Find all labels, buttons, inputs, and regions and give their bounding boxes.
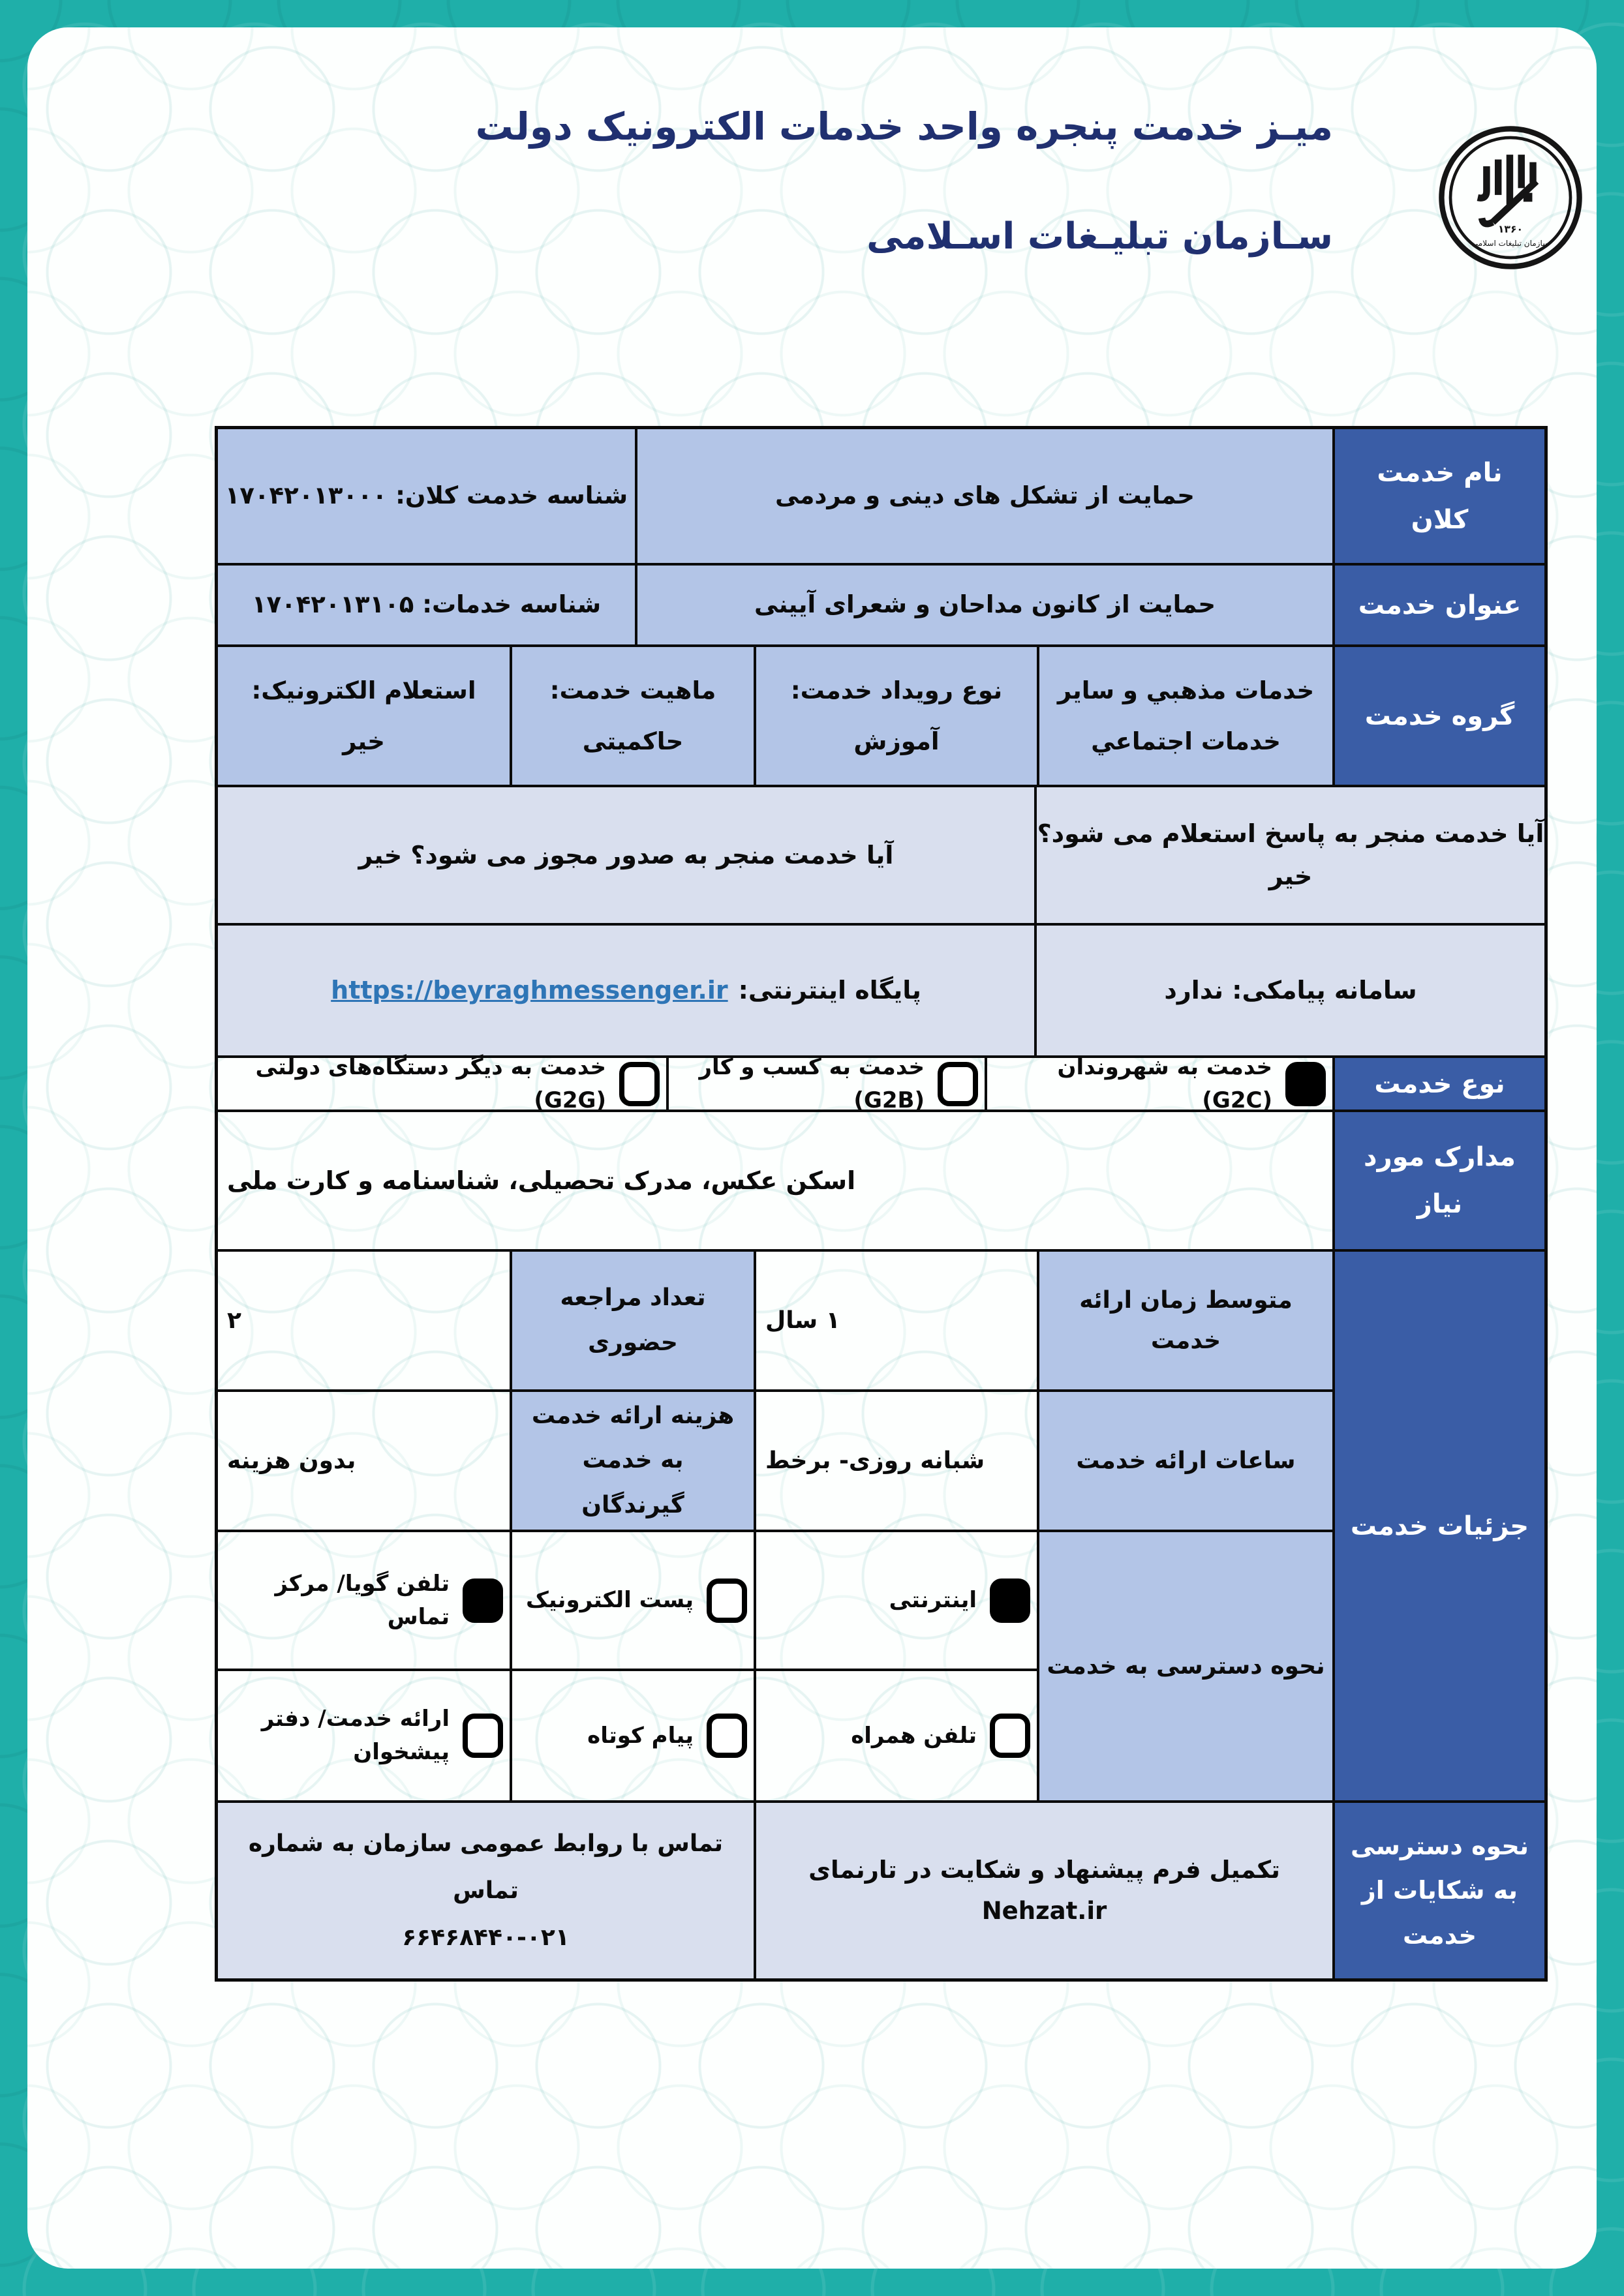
row-complaints xyxy=(218,1803,1544,1978)
access-grid xyxy=(218,1532,1037,1800)
service-info-table xyxy=(215,426,1548,1982)
row-channels xyxy=(218,926,1544,1058)
access-mobile xyxy=(754,1671,1037,1800)
macro-service-label: نام خدمت کلان xyxy=(1332,429,1544,563)
documents-value: اسکن عکس، مدرک تحصیلی، شناسنامه و کارت ملی xyxy=(227,1166,856,1195)
complaints-phone-text: تماس با روابط عمومی سازمان به شماره تماس xyxy=(248,1830,724,1904)
logo-org-name: سازمان تبلیغات اسلامی xyxy=(1471,239,1550,249)
service-title-label: عنوان خدمت xyxy=(1332,566,1544,644)
access-internet xyxy=(754,1532,1037,1669)
website-link[interactable]: https://beyraghmessenger.ir xyxy=(331,976,728,1005)
access-row-2 xyxy=(218,1671,1037,1800)
inquiry-question: آیا خدمت منجر به پاسخ استعلام می شود؟ خیر xyxy=(1034,787,1544,923)
option-g2g xyxy=(218,1053,666,1113)
cost-value: بدون هزینه xyxy=(227,1447,356,1474)
logo-year: ۱۳۶۰ xyxy=(1497,222,1524,235)
service-group-label: گروه خدمت xyxy=(1332,647,1544,785)
row-details xyxy=(218,1252,1544,1803)
macro-service-value: حمایت از تشکل های دینی و مردمی xyxy=(635,429,1332,563)
e-inquiry-label: استعلام الکترونیک: xyxy=(251,676,476,704)
cost-label: هزینه ارائه خدمت به خدمت گیرندگان xyxy=(510,1392,754,1530)
organization-logo-icon xyxy=(1435,123,1586,273)
nature-value: حاکمیتی xyxy=(582,727,684,755)
service-title-value: حمایت از کانون مداحان و شعرای آیینی xyxy=(635,566,1332,644)
category-line2: خدمات اجتماعي xyxy=(1091,727,1281,755)
access-sms-label: پیام کوتاه xyxy=(587,1722,694,1749)
access-email xyxy=(510,1532,754,1669)
details-grid xyxy=(218,1252,1332,1800)
page-title-line2: سـازمان تبلیـغات اسـلامی xyxy=(866,215,1333,258)
document-page xyxy=(27,27,1597,2269)
checkbox-email[interactable] xyxy=(707,1578,747,1623)
visits-value: ۲ xyxy=(227,1307,241,1334)
checkbox-g2c[interactable] xyxy=(1285,1062,1326,1106)
checkbox-counter[interactable] xyxy=(463,1714,503,1758)
service-group-category xyxy=(1037,647,1332,785)
checkbox-callcenter[interactable] xyxy=(463,1578,503,1623)
checkbox-internet[interactable] xyxy=(990,1578,1030,1623)
access-counter-label: ارائه خدمت/ دفتر پیشخوان xyxy=(261,1706,450,1765)
hours-label: ساعات ارائه خدمت xyxy=(1037,1392,1332,1530)
access-sms xyxy=(510,1671,754,1800)
access-callcenter-label: تلفن گویا/ مرکز تماس xyxy=(275,1570,450,1630)
option-g2g-label: خدمت به دیگر دستگاه‌های دولتی (G2G) xyxy=(255,1053,606,1113)
complaints-web: تکمیل فرم پیشنهاد و شکایت در تارنمای Nehzat.ir xyxy=(754,1803,1332,1978)
details-label: جزئیات خدمت xyxy=(1332,1252,1544,1800)
category-line1: خدمات مذهبي و ساير xyxy=(1057,676,1315,704)
checkbox-g2b[interactable] xyxy=(938,1062,978,1106)
event-type-value: آموزش xyxy=(853,727,940,755)
option-g2c xyxy=(985,1053,1332,1113)
visits-label: تعداد مراجعه حضوری xyxy=(510,1252,754,1389)
service-id: شناسه خدمات: ۱۷۰۴۲۰۱۳۱۰۵ xyxy=(218,566,635,644)
page-title-line1: میـز خدمت پنجره واحد خدمات الکترونیک دولت xyxy=(475,104,1333,149)
checkbox-mobile[interactable] xyxy=(990,1714,1030,1758)
service-type-label: نوع خدمت xyxy=(1332,1058,1544,1110)
avg-time-label: متوسط زمان ارائه خدمت xyxy=(1037,1252,1332,1389)
access-callcenter xyxy=(218,1532,510,1669)
complaints-label: نحوه دسترسی به شکایات از خدمت xyxy=(1332,1803,1544,1978)
row-service-group xyxy=(218,647,1544,787)
macro-service-id: شناسه خدمت کلان: ۱۷۰۴۲۰۱۳۰۰۰ xyxy=(218,429,635,563)
details-row-time xyxy=(218,1252,1332,1392)
access-mobile-label: تلفن همراه xyxy=(851,1722,977,1749)
details-row-access xyxy=(218,1532,1332,1800)
access-counter xyxy=(218,1671,510,1800)
complaints-phone-number: ۶۶۴۶۸۴۴۰-۰۲۱ xyxy=(402,1924,570,1951)
option-g2b-label: خدمت به کسب و کار (G2B) xyxy=(699,1053,925,1113)
access-label: نحوه دسترسی به خدمت xyxy=(1037,1532,1332,1800)
service-event-type xyxy=(754,647,1037,785)
website-label: پایگاه اینترنتی: xyxy=(738,976,921,1005)
event-type-label: نوع رویداد خدمت: xyxy=(790,676,1003,704)
row-service-title xyxy=(218,566,1544,647)
electronic-inquiry xyxy=(218,647,510,785)
e-inquiry-value: خیر xyxy=(343,727,385,755)
documents-label: مدارک مورد نیاز xyxy=(1332,1112,1544,1249)
row-inquiry-license xyxy=(218,787,1544,926)
row-macro-service xyxy=(218,429,1544,566)
row-service-type xyxy=(218,1053,1544,1113)
access-email-label: پست الکترونیک xyxy=(525,1587,694,1613)
avg-time-value: ۱ سال xyxy=(754,1252,1037,1389)
hours-value: شبانه روزی- برخط xyxy=(754,1392,1037,1530)
sms-system: سامانه پیامکی: ندارد xyxy=(1034,926,1544,1055)
option-g2c-label: خدمت به شهروندان (G2C) xyxy=(1057,1053,1272,1113)
access-row-1 xyxy=(218,1532,1037,1671)
checkbox-sms[interactable] xyxy=(707,1714,747,1758)
access-internet-label: اینترنتی xyxy=(889,1587,977,1613)
service-nature xyxy=(510,647,754,785)
row-documents xyxy=(218,1112,1544,1252)
checkbox-g2g[interactable] xyxy=(619,1062,660,1106)
complaints-phone xyxy=(218,1803,754,1978)
nature-label: ماهیت خدمت: xyxy=(549,676,716,704)
details-row-hours xyxy=(218,1392,1332,1532)
website-cell xyxy=(218,926,1034,1055)
license-question: آیا خدمت منجر به صدور مجوز می شود؟ خیر xyxy=(218,787,1034,923)
option-g2b xyxy=(666,1053,985,1113)
